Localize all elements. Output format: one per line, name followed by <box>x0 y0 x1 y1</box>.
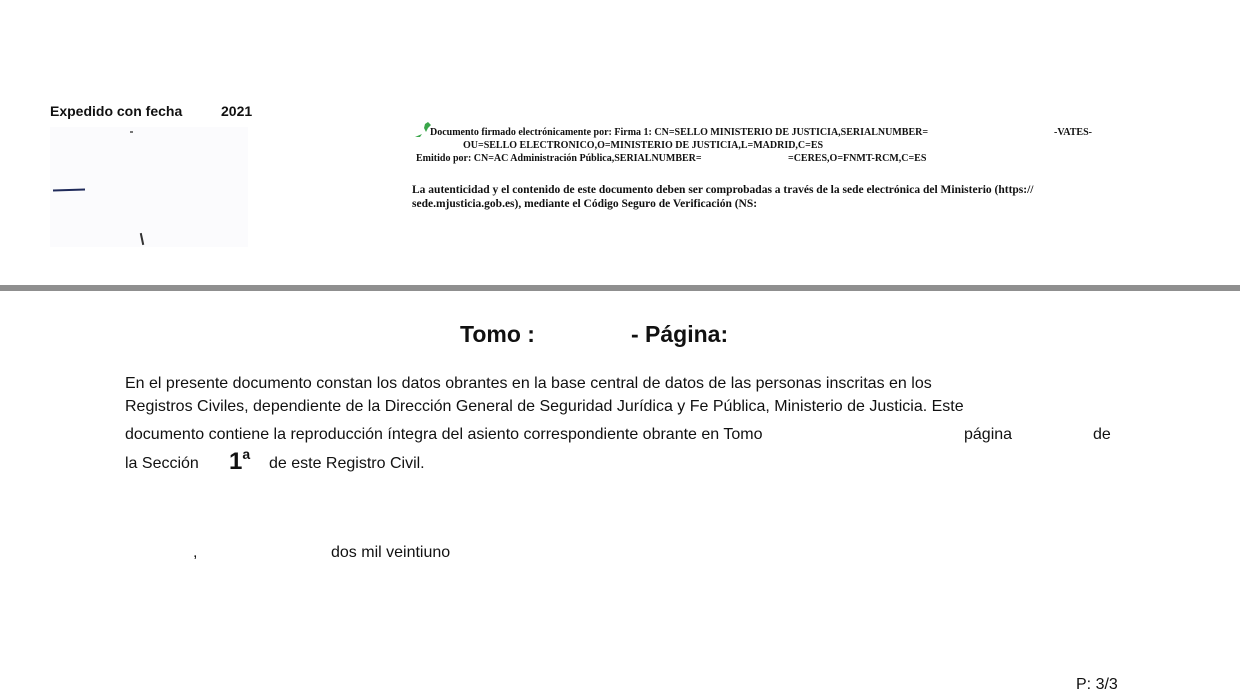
signature-line-2: OU=SELLO ELECTRONICO,O=MINISTERIO DE JUSTICIA,L=MADRID,C=ES <box>463 140 824 151</box>
page-indicator: P: 3/3 <box>1076 676 1118 693</box>
signature-line-1: Documento firmado electrónicamente por: Firma 1: CN=SELLO MINISTERIO DE JUSTICIA,SERIALNUMBER= <box>430 127 929 138</box>
section-number-digit: 1 <box>229 448 243 475</box>
date-comma: , <box>193 544 198 561</box>
body-line-2: Registros Civiles, dependiente de la Dirección General de Seguridad Jurídica y Fe Pública, Ministerio de Justicia. Este <box>125 398 964 415</box>
body-line-3-pagina: página <box>964 426 1013 443</box>
signature-stamp-image <box>50 127 248 247</box>
signature-line-3-tail: =CERES,O=FNMT-RCM,C=ES <box>788 153 927 164</box>
stamp-stroke <box>53 188 85 191</box>
section-number <box>229 446 250 476</box>
stamp-stroke <box>130 131 133 133</box>
date-in-words: dos mil veintiuno <box>331 544 451 561</box>
pagina-title: - Página: <box>631 321 729 347</box>
signature-line-1-tail: -VATES- <box>1054 127 1092 138</box>
body-line-4-end: de este Registro Civil. <box>269 455 425 472</box>
body-line-4-start: la Sección <box>125 455 199 472</box>
issued-year: 2021 <box>221 103 253 119</box>
signature-line-3: Emitido por: CN=AC Administración Pública,SERIALNUMBER= <box>416 153 702 164</box>
stamp-stroke <box>140 233 144 245</box>
header-separator <box>0 285 1240 291</box>
body-line-3-de: de <box>1093 426 1111 443</box>
body-line-1: En el presente documento constan los datos obrantes en la base central de datos de las personas inscritas en los <box>125 375 932 392</box>
issued-date-label: Expedido con fecha <box>50 103 183 119</box>
section-number-suffix: a <box>242 446 251 462</box>
body-line-3: documento contiene la reproducción íntegra del asiento correspondiente obrante en Tomo <box>125 426 763 443</box>
authenticity-notice: La autenticidad y el contenido de este documento deben ser comprobadas a través de la sede electrónica del Ministerio (https:// sede.mjusticia.gob.es), mediante el Código Seguro de Verificación (NS: <box>412 184 1034 210</box>
tomo-title: Tomo : <box>460 321 535 347</box>
